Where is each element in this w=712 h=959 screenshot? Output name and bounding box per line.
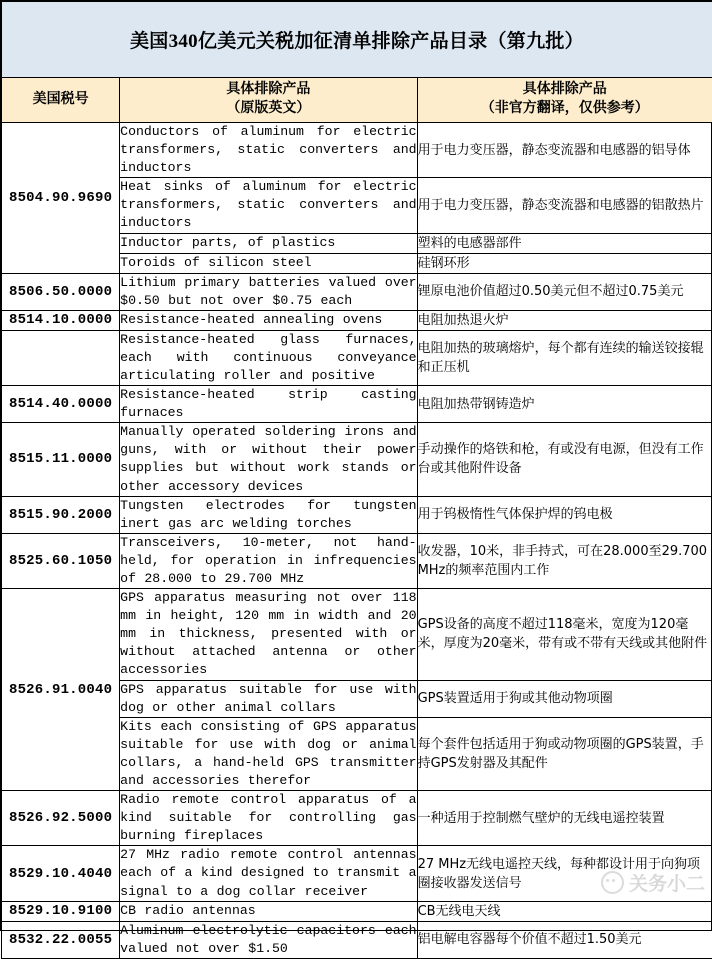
table-row: [2, 901, 712, 921]
product-chinese-cell: CB无线电天线: [417, 901, 712, 921]
column-header-english: [120, 78, 417, 123]
product-english-cell: Radio remote control apparatus of a kind suitable for controlling gas burning fireplaces: [120, 791, 417, 846]
product-chinese-cell: 27 MHz无线电遥控天线，每种都设计用于向狗项圈接收器发送信号: [417, 846, 712, 901]
column-header-row: [2, 78, 712, 123]
table-row: [2, 423, 712, 496]
product-chinese-cell: 用于电力变压器，静态变流器和电感器的铝散热片: [417, 178, 712, 233]
product-english-cell: GPS apparatus suitable for use with dog or other animal collars: [120, 680, 417, 717]
table-row: [2, 496, 712, 533]
table-body: [2, 2, 712, 959]
product-chinese-cell: 铝电解电容器每个价值不超过1.50美元: [417, 921, 712, 958]
table-row: [2, 273, 712, 310]
product-chinese-cell: 电阻加热的玻璃熔炉，每个都有连续的输送铰接辊和正压机: [417, 330, 712, 385]
product-english-cell: GPS apparatus measuring not over 118 mm in height, 120 mm in width and 20 mm in thickness, presented with or without attached antenna or other accessories: [120, 589, 417, 680]
table-row: [2, 310, 712, 330]
tariff-code-cell: 8532.22.0055: [2, 921, 120, 958]
tariff-code-cell: 8504.90.9690: [2, 123, 120, 274]
tariff-code-cell: 8515.90.2000: [2, 496, 120, 533]
product-chinese-cell: 电阻加热带钢铸造炉: [417, 386, 712, 423]
product-chinese-cell: 用于电力变压器，静态变流器和电感器的铝导体: [417, 123, 712, 178]
column-header-english-main: 具体排除产品: [120, 81, 416, 100]
column-header-code: 美国税号: [2, 78, 120, 123]
product-chinese-cell: 一种适用于控制燃气壁炉的无线电遥控装置: [417, 791, 712, 846]
product-english-cell: Resistance-heated annealing ovens: [120, 310, 417, 330]
product-chinese-cell: 每个套件包括适用于狗或动物项圈的GPS装置，手持GPS发射器及其配件: [417, 717, 712, 790]
exclusion-list-table: [1, 1, 712, 959]
product-chinese-cell: 锂原电池价值超过0.50美元但不超过0.75美元: [417, 273, 712, 310]
tariff-code-cell: 8506.50.0000: [2, 273, 120, 310]
product-english-cell: Lithium primary batteries valued over $0.50 but not over $0.75 each: [120, 273, 417, 310]
tariff-code-cell: 8514.10.0000: [2, 310, 120, 330]
table-row: [2, 533, 712, 588]
table-row: [2, 846, 712, 901]
column-header-chinese: [417, 78, 712, 123]
table-row: [2, 791, 712, 846]
product-english-cell: Heat sinks of aluminum for electric transformers, static converters and inductors: [120, 178, 417, 233]
product-chinese-cell: 塑料的电感器部件: [417, 233, 712, 253]
tariff-code-cell: 8526.91.0040: [2, 589, 120, 791]
column-header-english-sub: （原版英文）: [120, 100, 416, 119]
product-english-cell: Conductors of aluminum for electric transformers, static converters and inductors: [120, 123, 417, 178]
product-chinese-cell: 手动操作的烙铁和枪，有或没有电源，但没有工作台或其他附件设备: [417, 423, 712, 496]
product-english-cell: Tungsten electrodes for tungsten inert gas arc welding torches: [120, 496, 417, 533]
table-row: [2, 386, 712, 423]
product-english-cell: Transceivers, 10-meter, not hand-held, for operation in infrequencies of 28.000 to 29.700 MHz: [120, 533, 417, 588]
product-english-cell: 27 MHz radio remote control antennas each of a kind designed to transmit a signal to a dog collar receiver: [120, 846, 417, 901]
table-row: [2, 921, 712, 958]
tariff-code-cell: 8514.40.0000: [2, 386, 120, 423]
page-title: 美国340亿美元关税加征清单排除产品目录（第九批）: [130, 31, 584, 52]
tariff-code-cell: 8525.60.1050: [2, 533, 120, 588]
product-english-cell: CB radio antennas: [120, 901, 417, 921]
product-english-cell: Resistance-heated glass furnaces, each with continuous conveyance articulating roller and positive: [120, 330, 417, 385]
tariff-code-cell: 8529.10.9100: [2, 901, 120, 921]
title-row: [2, 2, 712, 78]
table-row: [2, 589, 712, 680]
tariff-code-cell: [2, 330, 120, 385]
tariff-code-cell: 8529.10.4040: [2, 846, 120, 901]
document-title-cell: [2, 2, 712, 78]
column-header-chinese-main: 具体排除产品: [418, 81, 712, 100]
watermark-label: 关务小二: [629, 869, 705, 896]
table-row: [2, 330, 712, 385]
product-english-cell: Resistance-heated strip casting furnaces: [120, 386, 417, 423]
product-chinese-cell: 收发器，10米，非手持式，可在28.000至29.700 MHz的频率范围内工作: [417, 533, 712, 588]
table-row: [2, 123, 712, 178]
product-english-cell: Manually operated soldering irons and guns, with or without their power supplies but without work stands or other accessory devices: [120, 423, 417, 496]
tariff-code-cell: 8515.11.0000: [2, 423, 120, 496]
column-header-chinese-sub: （非官方翻译，仅供参考）: [418, 100, 712, 119]
product-chinese-cell: 电阻加热退火炉: [417, 310, 712, 330]
tariff-code-cell: 8526.92.5000: [2, 791, 120, 846]
product-chinese-cell: GPS设备的高度不超过118毫米，宽度为120毫米，厚度为20毫米，带有或不带有天线或其他附件: [417, 589, 712, 680]
product-english-cell: Aluminum electrolytic capacitors each valued not over $1.50: [120, 921, 417, 958]
product-english-cell: Inductor parts, of plastics: [120, 233, 417, 253]
product-chinese-cell: 用于钨极惰性气体保护焊的钨电极: [417, 496, 712, 533]
product-chinese-cell: GPS装置适用于狗或其他动物项圈: [417, 680, 712, 717]
product-chinese-cell: 硅钢环形: [417, 253, 712, 273]
product-english-cell: Kits each consisting of GPS apparatus suitable for use with dog or animal collars, a hand-held GPS transmitter and accessories therefor: [120, 717, 417, 790]
product-english-cell: Toroids of silicon steel: [120, 253, 417, 273]
